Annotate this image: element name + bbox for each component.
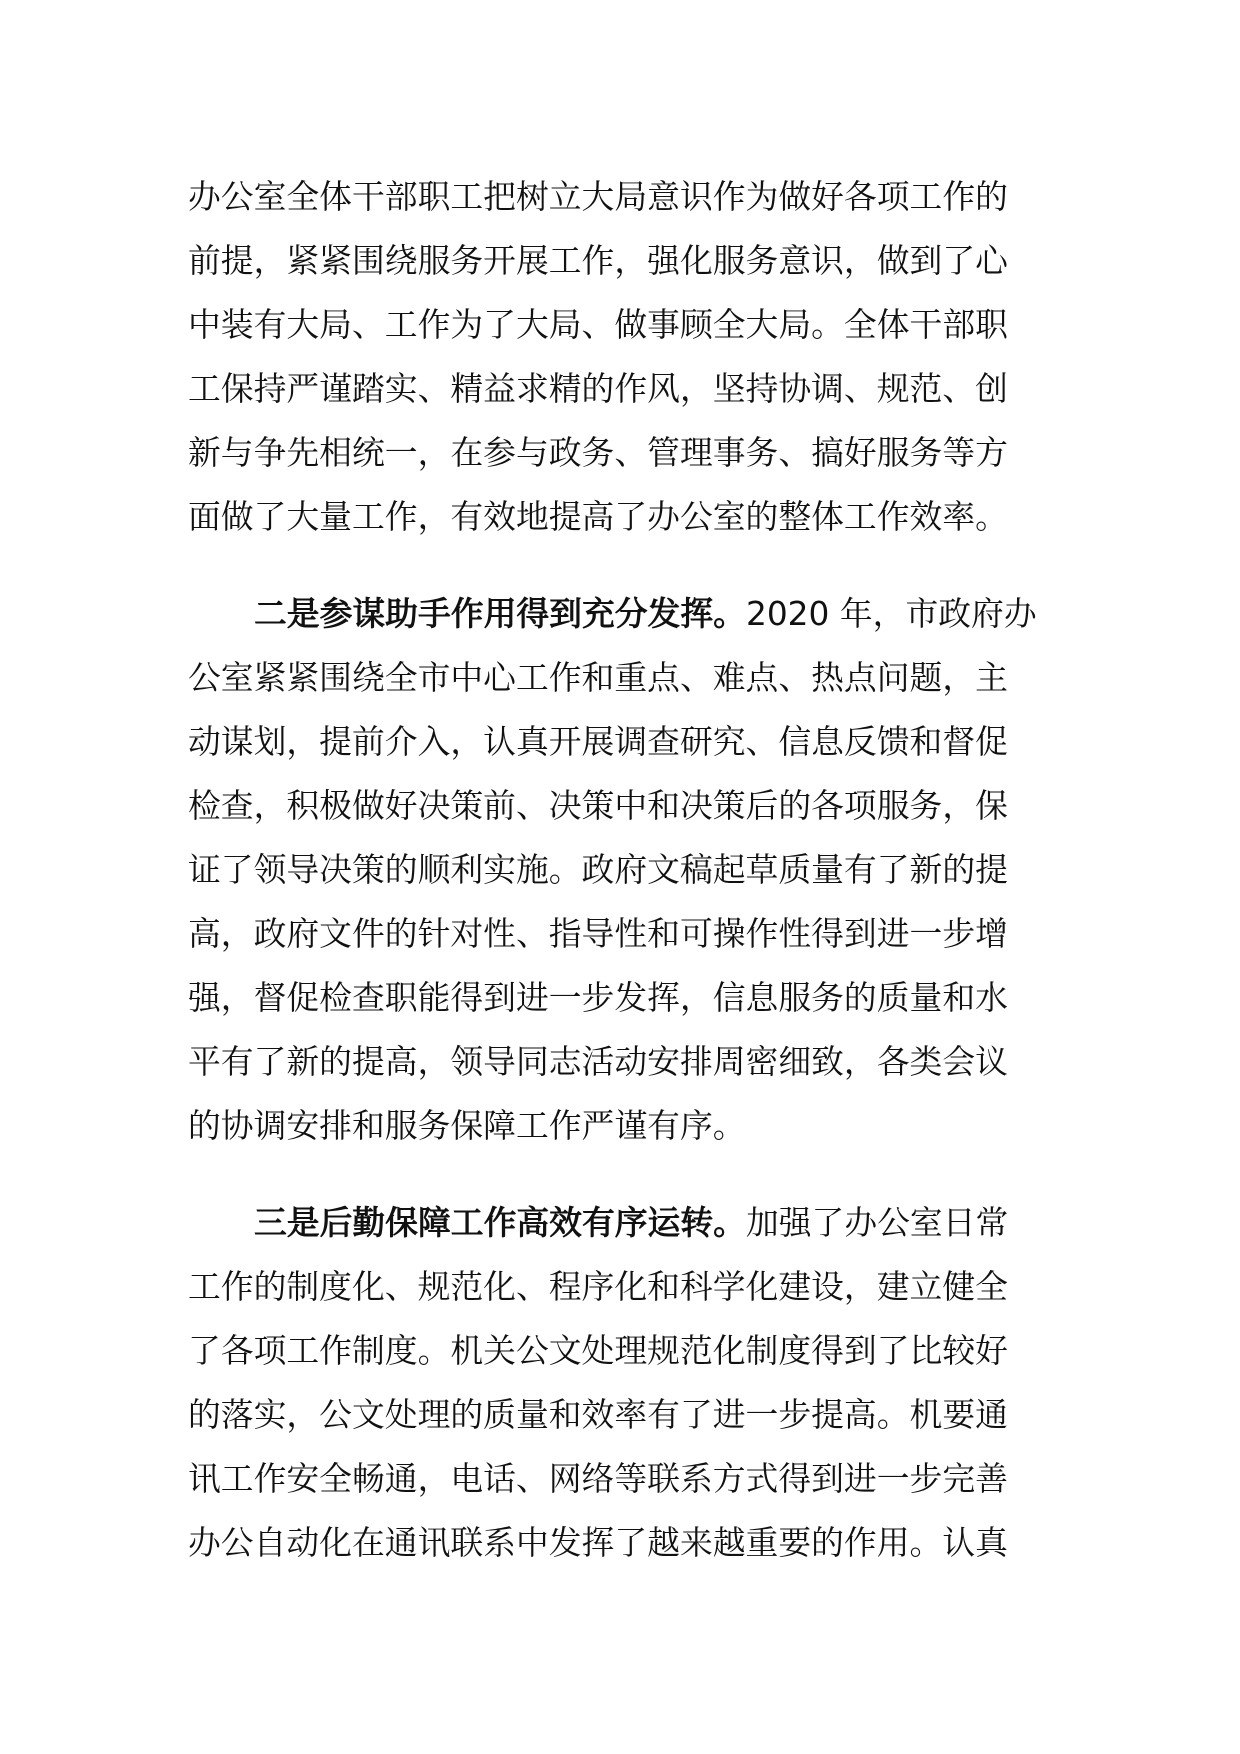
paragraph-3 <box>188 1191 1054 1575</box>
paragraph-line: 动谋划，提前介入，认真开展调查研究、信息反馈和督促 <box>188 723 1008 761</box>
paragraph-1 <box>188 165 1054 549</box>
paragraph-line: 工作的制度化、规范化、程序化和科学化建设，建立健全 <box>188 1268 1008 1306</box>
paragraph-heading: 三是后勤保障工作高效有序运转。 <box>254 1204 746 1242</box>
paragraph-line: 新与争先相统一，在参与政务、管理事务、搞好服务等方 <box>188 434 1008 472</box>
paragraph-line: 检查，积极做好决策前、决策中和决策后的各项服务，保 <box>188 787 1008 825</box>
paragraph-text: 加强了办公室日常 <box>745 1204 1009 1242</box>
paragraph-line: 面做了大量工作，有效地提高了办公室的整体工作效率。 <box>188 498 1008 536</box>
paragraph-line: 中装有大局、工作为了大局、做事顾全大局。全体干部职 <box>188 306 1008 344</box>
paragraph-line: 讯工作安全畅通，电话、网络等联系方式得到进一步完善 <box>188 1460 1008 1498</box>
paragraph-line: 证了领导决策的顺利实施。政府文稿起草质量有了新的提 <box>188 851 1008 889</box>
paragraph-line: 高，政府文件的针对性、指导性和可操作性得到进一步增 <box>188 915 1008 953</box>
paragraph-line: 办公自动化在通讯联系中发挥了越来越重要的作用。认真 <box>188 1524 1008 1562</box>
paragraph-line: 的协调安排和服务保障工作严谨有序。 <box>188 1107 746 1145</box>
paragraph-first-line <box>188 582 1054 646</box>
paragraph-line: 办公室全体干部职工把树立大局意识作为做好各项工作的 <box>188 178 1008 216</box>
paragraph-line: 了各项工作制度。机关公文处理规范化制度得到了比较好 <box>188 1332 1008 1370</box>
paragraph-line: 的落实，公文处理的质量和效率有了进一步提高。机要通 <box>188 1396 1008 1434</box>
paragraph-line: 公室紧紧围绕全市中心工作和重点、难点、热点问题，主 <box>188 659 1008 697</box>
paragraph-line: 前提，紧紧围绕服务开展工作，强化服务意识，做到了心 <box>188 242 1008 280</box>
paragraph-line: 平有了新的提高，领导同志活动安排周密细致，各类会议 <box>188 1043 1008 1081</box>
document-body <box>188 165 1054 1575</box>
paragraph-text: 2020 年，市政府办 <box>745 595 1037 633</box>
paragraph-line: 强，督促检查职能得到进一步发挥，信息服务的质量和水 <box>188 979 1008 1017</box>
paragraph-heading: 二是参谋助手作用得到充分发挥。 <box>254 595 746 633</box>
paragraph-first-line <box>188 1191 1054 1255</box>
paragraph-line: 工保持严谨踏实、精益求精的作风，坚持协调、规范、创 <box>188 370 1008 408</box>
paragraph-2 <box>188 582 1054 1158</box>
